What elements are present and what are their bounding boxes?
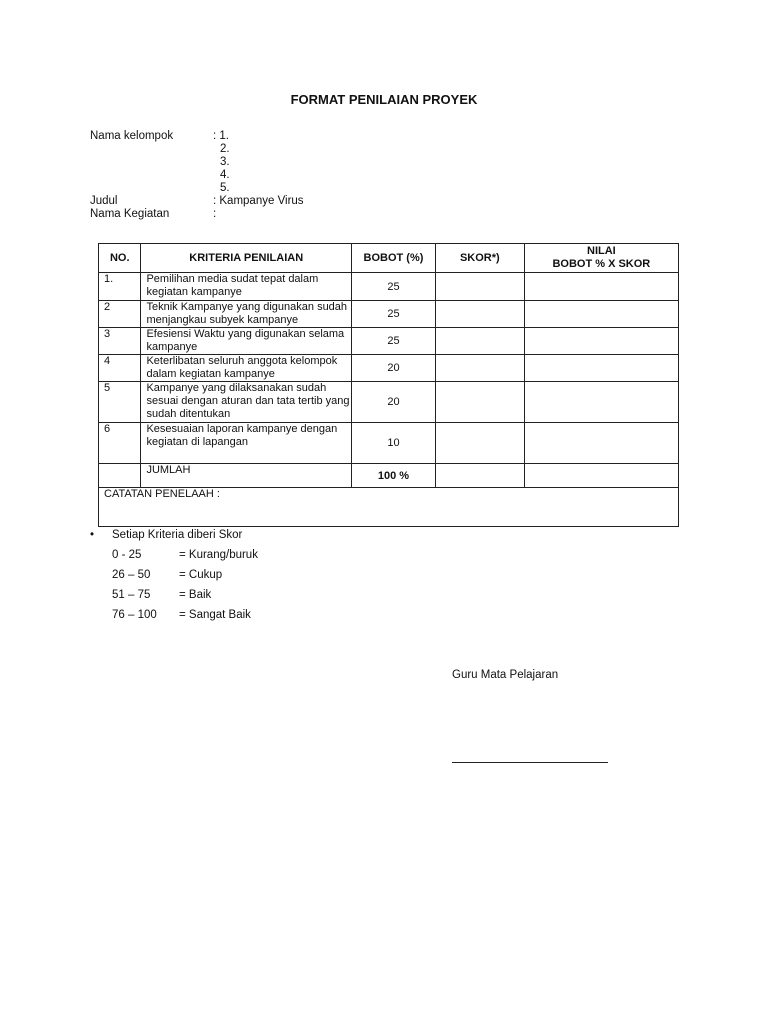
- row-skor-cell: [435, 328, 524, 355]
- row-bobot: 25: [352, 273, 436, 301]
- table-row: [99, 423, 679, 464]
- row-nilai-cell: [524, 328, 678, 355]
- catatan-penelaah: CATATAN PENELAAH :: [99, 488, 679, 527]
- total-nilai-cell: [524, 464, 678, 488]
- row-no: 3: [99, 328, 141, 355]
- row-skor-cell: [435, 382, 524, 423]
- score-range: 26 – 50: [112, 569, 151, 581]
- score-range: 51 – 75: [112, 589, 151, 601]
- row-kriteria: Teknik Kampanye yang digunakan sudah menjangkau subyek kampanye: [141, 301, 352, 328]
- table-catatan-row: [99, 488, 679, 527]
- row-no: 4: [99, 355, 141, 382]
- member-4: 4.: [220, 169, 230, 181]
- table-row: [99, 301, 679, 328]
- header-kriteria: KRITERIA PENILAIAN: [141, 244, 352, 273]
- row-nilai-cell: [524, 382, 678, 423]
- score-label: = Baik: [179, 589, 212, 601]
- page-title: FORMAT PENILAIAN PROYEK: [290, 92, 478, 107]
- judul-label: Judul: [90, 195, 118, 207]
- table-row: [99, 382, 679, 423]
- header-nilai-line2: BOBOT % X SKOR: [552, 258, 651, 270]
- table-header-row: [99, 244, 679, 273]
- total-skor-cell: [435, 464, 524, 488]
- score-label: = Cukup: [179, 569, 223, 581]
- row-no: 6: [99, 423, 141, 464]
- member-5: 5.: [220, 182, 230, 194]
- row-bobot: 25: [352, 301, 436, 328]
- row-nilai-cell: [524, 423, 678, 464]
- score-label: = Sangat Baik: [179, 609, 251, 621]
- bullet-icon: •: [90, 529, 95, 541]
- header-skor: SKOR*): [435, 244, 524, 273]
- score-label: = Kurang/buruk: [179, 549, 258, 561]
- row-kriteria: Kesesuaian laporan kampanye dengan kegiatan di lapangan: [141, 423, 352, 464]
- row-skor-cell: [435, 355, 524, 382]
- signature-line: [452, 762, 608, 763]
- row-bobot: 10: [352, 423, 436, 464]
- legend-heading: Setiap Kriteria diberi Skor: [112, 529, 243, 541]
- row-bobot: 25: [352, 328, 436, 355]
- row-kriteria: Kampanye yang dilaksanakan sudah sesuai dengan aturan dan tata tertib yang sudah ditentukan: [141, 382, 352, 423]
- member-1: : 1.: [213, 130, 229, 142]
- row-no: 1.: [99, 273, 141, 301]
- header-no: NO.: [99, 244, 141, 273]
- signature-label: Guru Mata Pelajaran: [452, 669, 559, 681]
- member-2: 2.: [220, 143, 230, 155]
- nama-kegiatan-value: :: [213, 208, 217, 220]
- row-nilai-cell: [524, 273, 678, 301]
- row-nilai-cell: [524, 355, 678, 382]
- row-kriteria: Efesiensi Waktu yang digunakan selama kampanye: [141, 328, 352, 355]
- member-3: 3.: [220, 156, 230, 168]
- total-label: JUMLAH: [141, 464, 352, 488]
- header-nilai: [524, 244, 678, 273]
- table-row: [99, 328, 679, 355]
- header-bobot: BOBOT (%): [352, 244, 436, 273]
- row-no: 5: [99, 382, 141, 423]
- row-nilai-cell: [524, 301, 678, 328]
- score-range: 76 – 100: [112, 609, 157, 621]
- total-value: 100 %: [352, 464, 436, 488]
- nama-kelompok-label: Nama kelompok: [90, 130, 174, 142]
- row-bobot: 20: [352, 355, 436, 382]
- nama-kegiatan-label: Nama Kegiatan: [90, 208, 170, 220]
- row-skor-cell: [435, 273, 524, 301]
- score-range: 0 - 25: [112, 549, 142, 561]
- row-skor-cell: [435, 423, 524, 464]
- row-kriteria: Pemilihan media sudat tepat dalam kegiatan kampanye: [141, 273, 352, 301]
- table-row: [99, 273, 679, 301]
- table-row: [99, 355, 679, 382]
- judul-value: : Kampanye Virus: [213, 195, 304, 207]
- row-skor-cell: [435, 301, 524, 328]
- row-kriteria: Keterlibatan seluruh anggota kelompok dalam kegiatan kampanye: [141, 355, 352, 382]
- header-nilai-line1: NILAI: [587, 245, 616, 257]
- row-no: 2: [99, 301, 141, 328]
- total-no-cell: [99, 464, 141, 488]
- table-total-row: [99, 464, 679, 488]
- row-bobot: 20: [352, 382, 436, 423]
- assessment-table: [98, 243, 679, 527]
